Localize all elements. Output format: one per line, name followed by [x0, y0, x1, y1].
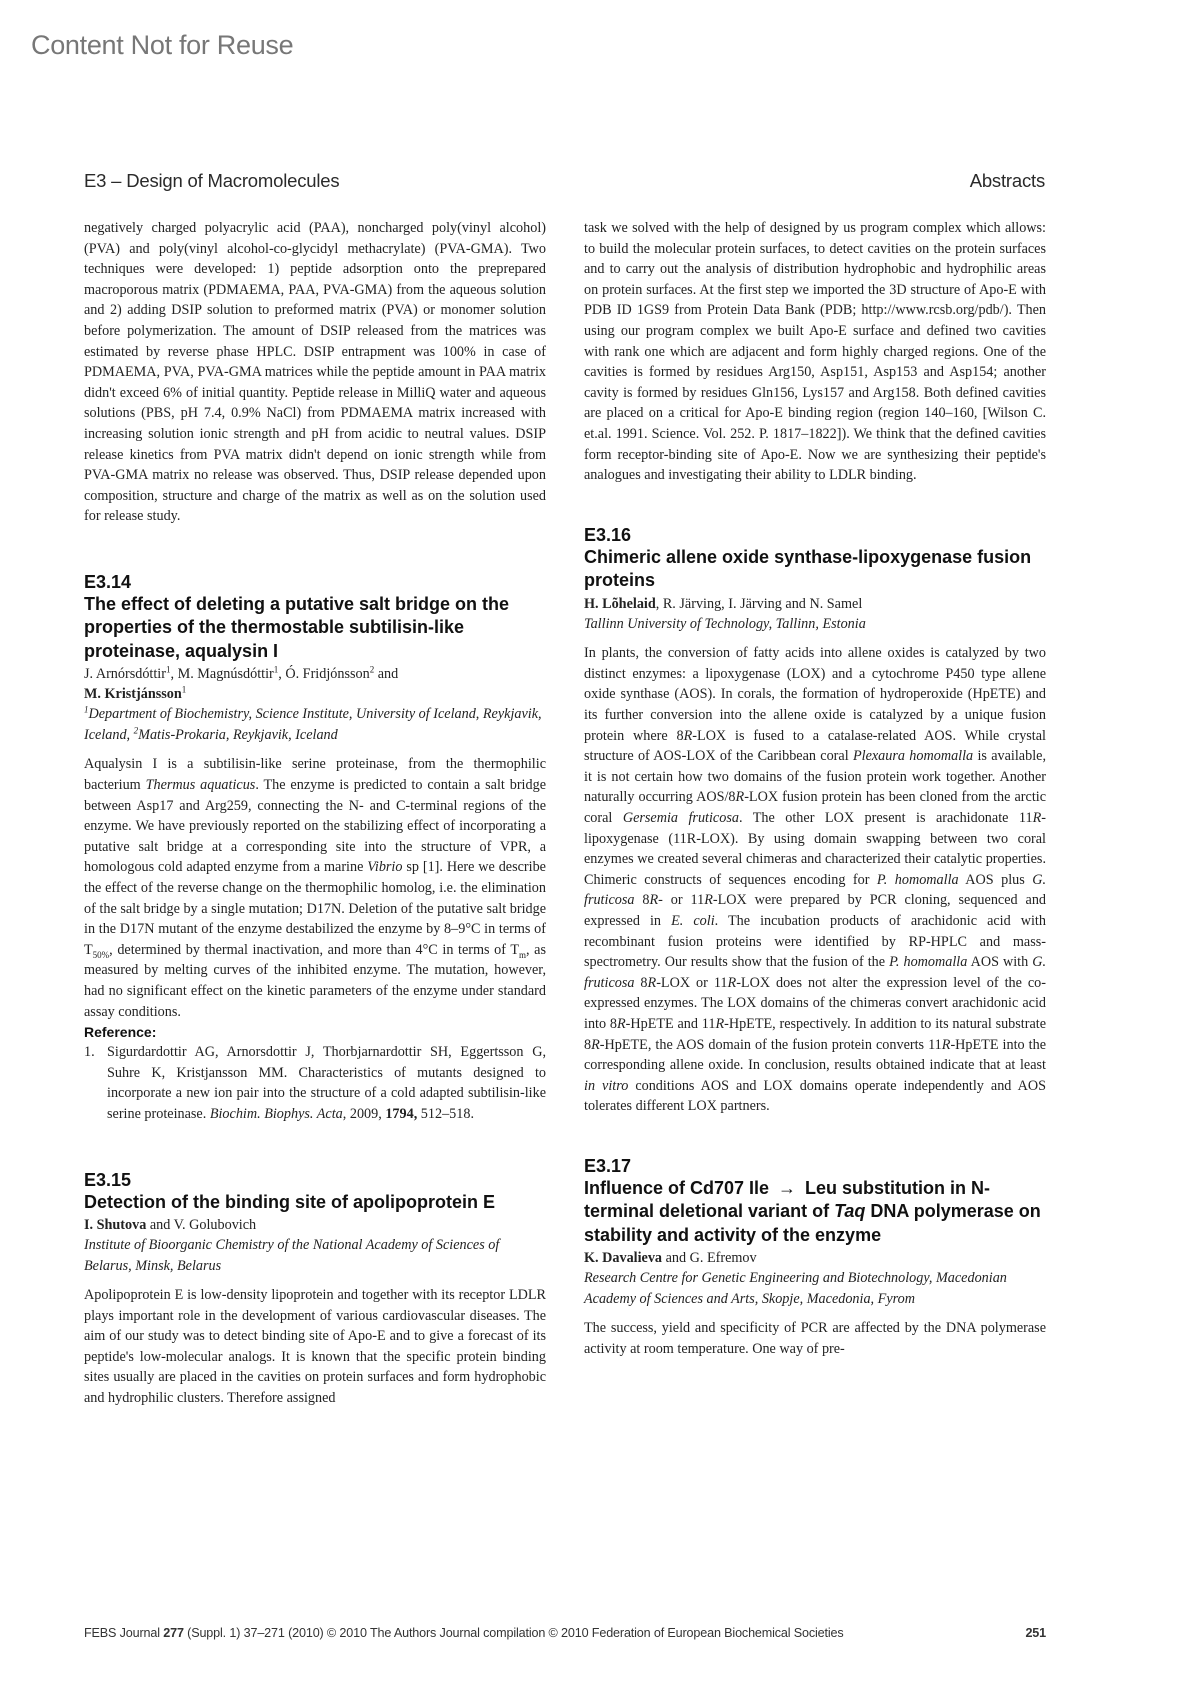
abstract-title: The effect of deleting a putative salt bridge on the properties of the thermostable subtilisin-like proteinase, aqualysin I — [84, 593, 510, 661]
subscript: m — [519, 949, 527, 960]
footer-citation: (Suppl. 1) 37–271 (2010) © 2010 The Authors Journal compilation © 2010 Federation of European Biochemical Societies — [183, 1626, 844, 1640]
stereo-r: R — [616, 1015, 626, 1032]
text: . The incubation products of arachidonic acid with recombinant fusion proteins were identified by RP-HPLC and mass-spectrometry. Our results show that the fusion of the — [584, 912, 1046, 971]
stereo-r: R — [649, 892, 659, 909]
title-text: Leu substitution in N-terminal deletional variant of — [584, 1177, 991, 1222]
text: sp [1]. Here we describe the effect of the reverse change on the thermophilic homolog, i.e. the elimination of the salt bridge by a single mutation; D17N. Deletion of the putative salt bridge in the D17N mutant of the enzyme destabilized the enzyme by 8–9°C in terms of T — [84, 859, 546, 958]
reference-text: Sigurdardottir AG, Arnorsdottir J, Thorbjarnardottir SH, Eggertsson G, Suhre K, Kristjansson MM. Characteristics of mutants designed to incorporate a new ion pair into the structure of a cold adapted subtilisin-like serine proteinase. — [107, 1044, 546, 1122]
affiliation: Institute of Bioorganic Chemistry of the National Academy of Sciences of Belarus, Minsk, Belarus — [84, 1237, 500, 1274]
footer-journal: FEBS Journal — [84, 1626, 164, 1640]
running-head-abstracts: Abstracts — [969, 170, 1045, 191]
author-affil-mark: 1 — [181, 684, 187, 695]
organism-name: Vibrio — [367, 859, 403, 876]
author: I. Järving — [728, 595, 782, 612]
reference-item — [84, 1042, 546, 1124]
stereo-r: R — [683, 727, 693, 744]
separator: and — [662, 1250, 690, 1267]
separator: and — [146, 1217, 174, 1233]
author-list — [84, 664, 546, 704]
organism-name: Gersemia fruticosa — [622, 809, 739, 826]
author: M. Magnúsdóttir — [177, 666, 274, 683]
organism-name: G. fruticosa — [584, 954, 1046, 991]
stereo-r: R — [1032, 809, 1042, 826]
presenting-author: K. Davalieva — [584, 1250, 663, 1267]
text: is available, it is not certain how two domains of the fusion protein work together. Another naturally occurring AOS/8 — [584, 748, 1046, 806]
author: G. Efremov — [689, 1250, 757, 1267]
author: Ó. Fridjónsson — [285, 666, 370, 683]
text: Aqualysin I is a subtilisin-like serine proteinase, from the thermophilic bacterium — [84, 756, 546, 793]
text: , as measured by melting curves of the inhibited enzyme. The mutation, however, had no significant effect on the kinetic parameters of the enzyme under standard assay conditions. — [84, 941, 546, 1020]
author-list — [584, 594, 1046, 614]
reference-volume: 1794, — [385, 1105, 418, 1122]
abstract-body-continued: task we solved with the help of designed by us program complex which allows: to build the molecular protein surfaces, to detect cavities on the protein surfaces and to carry out the analysis of distribution hydrophobic and hydrophilic areas on protein surfaces. At the first step we imported the 3D structure of Apo-E with PDB ID 1GS9 from Protein Data Bank (PDB; http://www.rcsb.org/pdb/). Then using our program complex we built Apo-E surface and defined two cavities with rank one which are adjacent and form highly charged regions. One of the cavities is formed by residues Arg150, Asp151, Asp153 and Asp154; another cavity is formed by residues Gln156, Lys157 and Arg158. Both defined cavities are placed on a critical for Apo-E binding region (region 140–160, [Wilson C. et.al. 1991. Science. Vol. 252. P. 1817–1822]). We think that the defined cavities form receptor-binding site of Apo-E. Now we are synthesizing their peptide's analogues and investigating their ability to LDLR binding. — [584, 220, 1046, 484]
running-head-section: E3 – Design of Macromolecules — [84, 170, 340, 191]
presenting-author: M. Kristjánsson — [84, 686, 182, 703]
abstract-title: Chimeric allene oxide synthase-lipoxygenase fusion proteins — [584, 546, 1032, 591]
watermark: Content Not for Reuse — [31, 30, 294, 60]
abstract-id: E3.14 — [84, 571, 132, 592]
continued-abstract-text: negatively charged polyacrylic acid (PAA), noncharged poly(vinyl alcohol) (PVA) and poly(vinyl alcohol-co-glycidyl methacrylate) (PVA-GMA). Two techniques were developed: 1) peptide adsorption onto the preprepared macroporous matrix (PDMAEMA, PAA, PVA-GMA) from the aqueous solution and 2) adding DSIP solution to preformed matrix (PVA) or monomer solution before polymerization. The amount of DSIP released from the matrices was estimated by reverse phase HPLC. DSIP entrapment was 100% in case of PDMAEMA, PVA, PVA-GMA matrices while the peptide amount in PAA matrix didn't exceed 6% of initial quantity. Peptide release in MilliQ water and aqueous solutions (PBS, pH 7.4, 0.9% NaCl) from PDMAEMA matrix increased with increasing solution ionic strength and pH from acidic to neutral values. DSIP release kinetics from PVA matrix didn't depend on ionic strength while from PVA-GMA matrix no release was observed. Thus, DSIP release depended upon composition, structure and charge of the matrix as well as on the solution used for release study. — [84, 220, 546, 525]
text: In plants, the conversion of fatty acids into allene oxides is catalyzed by two distinct enzymes: a lipoxygenase (LOX) and a cytochrome P450 type allene oxide synthase (AOS). In corals, the formation of hydroperoxide (HpETE) and its further conversion into the allene oxide is catalyzed by a unique fusion protein where 8 — [584, 645, 1046, 744]
text: -LOX were prepared by PCR cloning, sequenced and expressed in — [584, 892, 1047, 929]
reference-pages: 512–518. — [417, 1105, 474, 1122]
affiliation: Department of Biochemistry, Science Institute, University of Iceland, Reykjavik, Iceland — [84, 706, 542, 743]
separator: and — [374, 666, 399, 683]
text: -lipoxygenase (11R-LOX). By using domain swapping between two coral enzymes we created several chimeras and characterized their catalytic properties. Chimeric constructs of sequences encoding for — [584, 809, 1046, 888]
right-column — [584, 218, 1046, 1360]
abstract-id: E3.17 — [584, 1155, 632, 1176]
abstract-body: The success, yield and specificity of PCR are affected by the DNA polymerase activity at room temperature. One way of pre- — [584, 1320, 1046, 1357]
author: N. Samel — [809, 595, 863, 612]
separator: , — [170, 666, 178, 683]
abstract-e3-16 — [584, 524, 1046, 1117]
separator: , — [655, 595, 663, 612]
text: AOS with — [967, 954, 1033, 971]
text: -HpETE, respectively. In addition to its natural substrate 8 — [584, 1015, 1046, 1053]
author: J. Arnórsdóttir — [84, 666, 166, 683]
abstract-e3-15 — [84, 1169, 546, 1409]
page-footer — [84, 1626, 1046, 1640]
text: . The enzyme is predicted to contain a salt bridge between Asp17 and Arg259, connecting the N- and C-terminal regions of the enzyme. We have previously reported on the stabilizing effect of incorporating a putative salt bridge at a corresponding site into the structure of VPR, a homologous cold adapted enzyme from a marine — [84, 777, 546, 876]
presenting-author: H. Lõhelaid — [584, 595, 656, 612]
author-affil-mark: 1 — [273, 664, 279, 675]
abstract-id: E3.15 — [84, 1169, 132, 1190]
text: -LOX or 11 — [656, 974, 728, 991]
reference-heading: Reference: — [84, 1024, 157, 1041]
affil-mark: 2 — [133, 725, 139, 736]
affiliation: Tallinn University of Technology, Tallinn, Estonia — [584, 615, 866, 632]
page-number: 251 — [1025, 1626, 1046, 1640]
stereo-r: R — [941, 1036, 951, 1053]
abstract-id: E3.16 — [584, 524, 632, 545]
title-text: DNA polymerase on stability and activity of the enzyme — [584, 1201, 1041, 1245]
latin-term: in vitro — [584, 1077, 629, 1094]
stereo-r: R — [715, 1015, 725, 1032]
title-organism: Taq — [834, 1201, 866, 1222]
organism-name: Thermus aquaticus — [145, 777, 256, 793]
text: -LOX fusion protein has been cloned from the arctic coral — [584, 789, 1046, 826]
text: . The other LOX present is arachidonate 11 — [738, 809, 1033, 826]
organism-name: Plexaura homomalla — [852, 748, 974, 765]
text: 8 — [634, 892, 650, 909]
separator: , — [278, 666, 286, 683]
text: -HpETE into the corresponding allene oxide. In conclusion, results obtained indicate that at least — [584, 1036, 1046, 1074]
text: -LOX does not alter the expression level of the co-expressed enzymes. The LOX domains of the chimeras convert arachidonic acid into 8 — [584, 974, 1046, 1032]
organism-name: P. homomalla — [889, 954, 968, 971]
footer-volume: 277 — [163, 1626, 184, 1640]
abstract-title — [584, 1177, 1046, 1248]
stereo-r: R — [704, 892, 713, 909]
reference-number: 1. — [84, 1044, 95, 1061]
separator: and — [781, 595, 810, 612]
abstract-title: Detection of the binding site of apolipoprotein E — [84, 1191, 495, 1212]
abstract-body: Apolipoprotein E is low-density lipoprotein and together with its receptor LDLR plays important role in the development of various cardiovascular diseases. The aim of our study was to detect binding site of Apo-E and to give a forecast of its peptide's low-molecular analogs. It is known that the specific protein binding sites usually are placed in the cavities on protein surfaces and form hydrophobic and hydrophilic clusters. Therefore assigned — [84, 1287, 546, 1406]
text: -HpETE and 11 — [625, 1015, 716, 1032]
title-text: Influence of Cd707 Ile — [584, 1177, 775, 1198]
organism-name: E. coli — [671, 912, 715, 929]
text: conditions AOS and LOX domains operate independently and AOS tolerates different LOX partners. — [584, 1077, 1046, 1115]
text: AOS plus — [958, 871, 1033, 888]
separator: , — [721, 595, 729, 612]
author: R. Järving — [662, 595, 722, 612]
abstract-e3-17 — [584, 1155, 1046, 1360]
reference-list — [84, 1042, 546, 1124]
affiliation: Matis-Prokaria, Reykjavik, Iceland — [138, 726, 338, 743]
presenting-author: I. Shutova — [84, 1217, 147, 1233]
reference-year: , 2009, — [342, 1105, 386, 1122]
abstract-body — [84, 754, 546, 1022]
reference-journal: Biochim. Biophys. Acta — [209, 1105, 343, 1122]
author-affil-mark: 2 — [369, 664, 375, 675]
abstract-e3-14 — [84, 571, 546, 1125]
author-affil-mark: 1 — [165, 664, 171, 675]
text: -LOX is fused to a catalase-related AOS. While crystal structure of AOS-LOX of the Caribbean coral — [584, 727, 1046, 765]
stereo-r: R — [591, 1036, 600, 1053]
organism-name: P. homomalla — [876, 871, 959, 888]
affiliation: Research Centre for Genetic Engineering and Biotechnology, Macedonian Academy of Sciences and Arts, Skopje, Macedonia, Fyrom — [584, 1270, 1007, 1307]
stereo-r: R — [735, 789, 745, 806]
stereo-r: R — [647, 974, 657, 991]
abstract-body — [584, 643, 1046, 1117]
stereo-r: R — [727, 974, 737, 991]
left-column — [84, 218, 546, 1409]
separator: , — [126, 726, 134, 743]
author: V. Golubovich — [173, 1217, 257, 1233]
text: , determined by thermal inactivation, and more than 4°C in terms of T — [109, 941, 519, 958]
organism-name: G. fruticosa — [584, 871, 1047, 909]
text: - or 11 — [658, 892, 705, 909]
affiliations — [84, 704, 546, 745]
text: 8 — [634, 974, 648, 991]
author-list — [584, 1248, 1046, 1268]
arrow-right-icon: → — [778, 1177, 797, 1198]
subscript: 50% — [92, 949, 110, 960]
author-list — [84, 1215, 546, 1235]
affil-mark: 1 — [84, 704, 89, 715]
text: -HpETE, the AOS domain of the fusion protein converts 11 — [599, 1036, 942, 1053]
